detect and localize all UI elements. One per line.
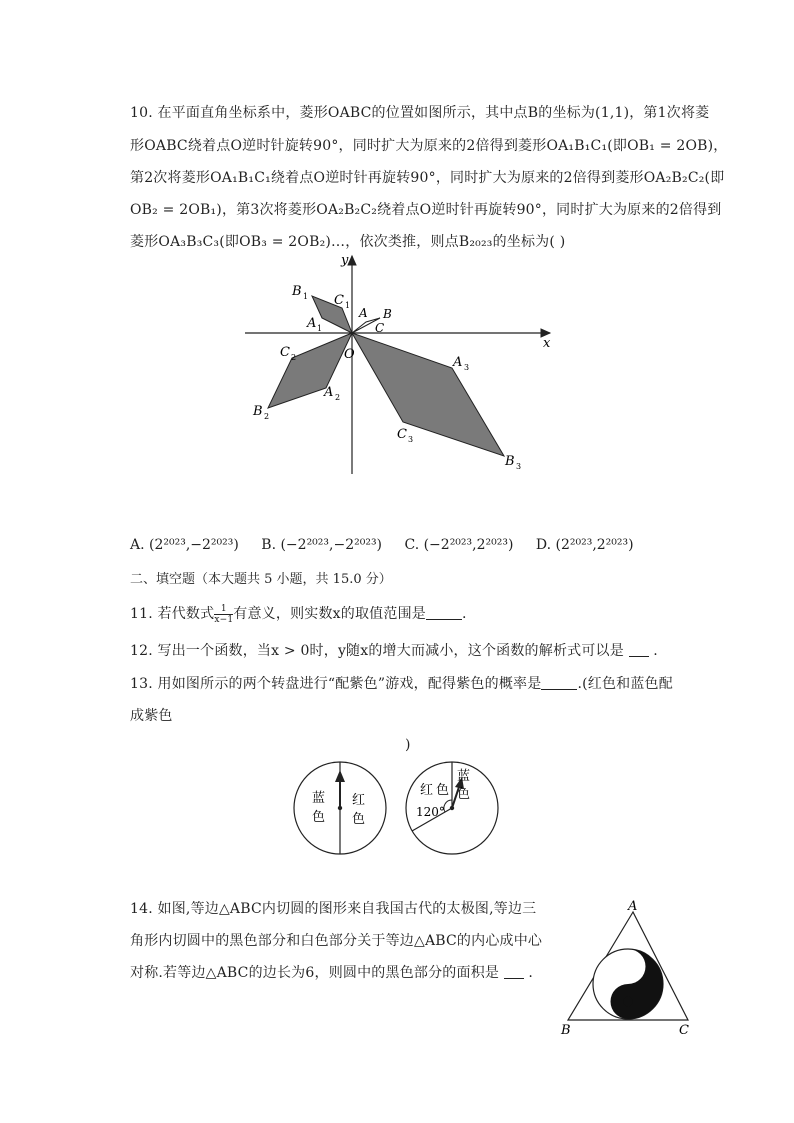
label-B3: B <box>505 454 515 469</box>
spinner-2-red-1: 红 <box>420 783 434 798</box>
q10-line-3: 第2次将菱形OA₁B₁C₁绕着点O逆时针再旋转90°，同时扩大为原来的2倍得到菱形OA₂B₂C₂(即 <box>130 170 725 186</box>
option-d[interactable]: D. (2²⁰²³,2²⁰²³) <box>535 537 634 553</box>
q11-answer-blank[interactable] <box>426 607 462 620</box>
spinner-2-blue-1: 蓝 <box>457 769 471 784</box>
q14-line-2: 角形内切圆中的黑色部分和白色部分关于等边△ABC的内心成中心 <box>130 933 543 949</box>
label-B1: B <box>292 284 302 299</box>
q14-line-3 <box>130 962 533 982</box>
taiji-triangle-figure <box>556 896 706 1038</box>
y-axis-label: y <box>341 253 349 268</box>
q11-end: . <box>461 606 467 622</box>
q10-options <box>130 537 652 553</box>
label-A2-sub: 2 <box>335 393 341 402</box>
q12 <box>130 640 658 660</box>
q11-prefix: 11. 若代数式 <box>130 606 215 622</box>
q14-text: 对称.若等边△ABC的边长为6，则圆中的黑色部分的面积是 <box>130 965 500 981</box>
q14-answer-blank[interactable] <box>504 966 524 979</box>
spinner-figure <box>290 758 505 863</box>
q11-fraction <box>214 604 233 625</box>
label-B1-sub: 1 <box>303 292 309 301</box>
rhombus-rotation-figure <box>240 250 560 475</box>
q13-line-1 <box>130 673 673 693</box>
option-b[interactable]: B. (−2²⁰²³,−2²⁰²³) <box>261 537 383 553</box>
spinner-2-red-2: 色 <box>436 783 450 798</box>
q11-suffix: 有意义，则实数x的取值范围是 <box>233 606 426 622</box>
spinner-2 <box>406 762 498 854</box>
spinner-1-red-2: 色 <box>352 812 366 827</box>
spinner-1-blue-2: 色 <box>312 810 326 825</box>
q12-answer-blank[interactable] <box>629 644 649 657</box>
q11-frac-num: 1 <box>220 603 227 614</box>
spinner-2-blue-2: 色 <box>457 787 471 802</box>
q13-paren: ) <box>405 737 411 753</box>
q14-end: . <box>528 965 534 981</box>
label-A1-sub: 1 <box>317 324 323 333</box>
q11 <box>130 603 467 625</box>
origin-label: O <box>344 347 355 362</box>
q12-prefix: 12. 写出一个函数，当x > 0时，y随x的增大而减小，这个函数的解析式可以是 <box>130 643 624 659</box>
q14-line-1: 14. 如图,等边△ABC内切圆的图形来自我国古代的太极图,等边三 <box>130 901 537 917</box>
label-B: B <box>383 307 392 321</box>
q13-text-end: .(红色和蓝色配 <box>577 676 673 692</box>
label-B2: B <box>253 404 263 419</box>
label-A2: A <box>324 385 334 400</box>
label-C1: C <box>334 293 344 308</box>
q11-frac-den: x−1 <box>214 614 234 625</box>
label-C2-sub: 2 <box>291 353 297 362</box>
label-C3-sub: 3 <box>408 435 414 444</box>
q10-line-5: 菱形OA₃B₃C₃(即OB₃ = 2OB₂)…，依次类推，则点B₂₀₂₃的坐标为( ) <box>130 234 566 250</box>
vertex-A-label: A <box>628 899 638 914</box>
option-a[interactable]: A. (2²⁰²³,−2²⁰²³) <box>130 537 239 553</box>
spinner-1-red-1: 红 <box>352 793 366 808</box>
label-C3: C <box>397 427 407 442</box>
q10-line-1: 10. 在平面直角坐标系中，菱形OABC的位置如图所示，其中点B的坐标为(1,1)，第1次将菱 <box>130 105 710 121</box>
label-C1-sub: 1 <box>345 301 351 310</box>
q12-end: . <box>653 643 658 659</box>
x-axis-label: x <box>543 336 551 351</box>
label-B2-sub: 2 <box>264 412 270 421</box>
q10-line-4: OB₂ = 2OB₁)，第3次将菱形OA₂B₂C₂绕着点O逆时针再旋转90°，同时扩大为原来的2倍得到 <box>130 202 722 218</box>
q13-text: 13. 用如图所示的两个转盘进行“配紫色”游戏，配得紫色的概率是 <box>130 676 542 692</box>
option-c[interactable]: C. (−2²⁰²³,2²⁰²³) <box>404 537 514 553</box>
label-A3: A <box>453 355 463 370</box>
q13-answer-blank[interactable] <box>541 677 577 690</box>
rhombus-3 <box>352 333 504 456</box>
taiji-icon <box>593 949 663 1019</box>
vertex-B-label: B <box>561 1023 571 1038</box>
label-B3-sub: 3 <box>516 462 522 471</box>
label-A3-sub: 3 <box>464 363 470 372</box>
vertex-C-label: C <box>679 1023 689 1038</box>
label-C: C <box>375 321 385 335</box>
spinner-1 <box>294 762 386 854</box>
spinner-2-angle: 120° <box>416 805 445 819</box>
section-2-heading: 二、填空题（本大题共 5 小题，共 15.0 分） <box>130 572 392 587</box>
q10-line-2: 形OABC绕着点O逆时针旋转90°，同时扩大为原来的2倍得到菱形OA₁B₁C₁(即OB₁ = 2OB)， <box>130 138 728 154</box>
spinner-1-blue-1: 蓝 <box>312 791 326 806</box>
label-C2: C <box>280 345 290 360</box>
label-A: A <box>359 306 368 320</box>
label-A1: A <box>307 316 317 331</box>
q13-line-2: 成紫色 <box>130 708 173 724</box>
